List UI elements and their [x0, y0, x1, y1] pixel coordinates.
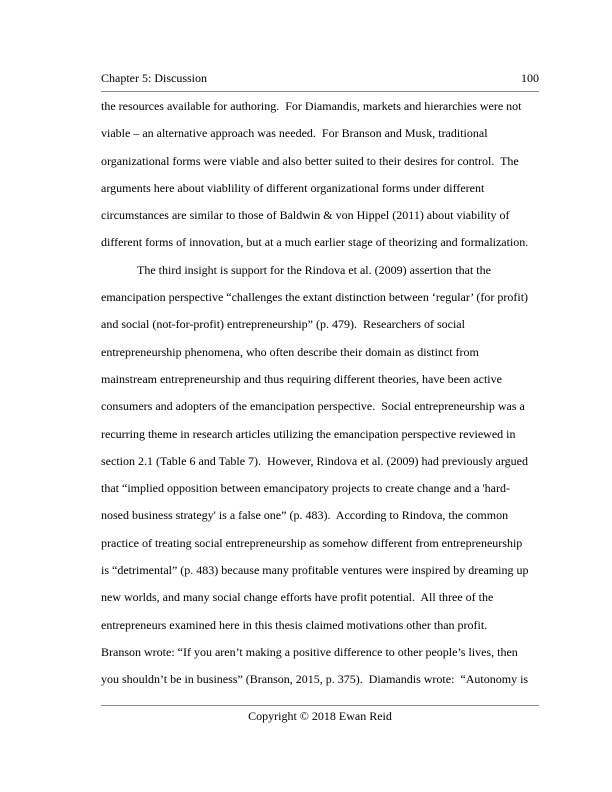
text-line: and social (not-for-profit) entrepreneurship” (p. 479). Researchers of social [101, 317, 465, 332]
text-line: consumers and adopters of the emancipation perspective. Social entrepreneurship was a [101, 399, 525, 414]
text-line-paragraph-start: The third insight is support for the Rindova et al. (2009) assertion that the [137, 262, 491, 277]
page-number: 100 [521, 71, 539, 85]
text-line: practice of treating social entrepreneurship as somehow different from entrepreneurship [101, 535, 523, 550]
text-line: emancipation perspective “challenges the extant distinction between ‘regular’ (for profit) [101, 290, 529, 305]
text-line: Branson wrote: “If you aren’t making a positive difference to other people’s lives, then [101, 644, 518, 659]
footer-rule [101, 705, 539, 706]
text-line: mainstream entrepreneurship and thus requiring different theories, have been active [101, 371, 502, 386]
text-line: recurring theme in research articles utilizing the emancipation perspective reviewed in [101, 426, 516, 441]
text-line: arguments here about viablility of different organizational forms under different [101, 180, 485, 195]
text-line: section 2.1 (Table 6 and Table 7). However, Rindova et al. (2009) had previously argued [101, 453, 528, 468]
text-line: viable – an alternative approach was needed. For Branson and Musk, traditional [101, 126, 488, 141]
header-chapter-title: Chapter 5: Discussion [101, 71, 207, 85]
text-line: you shouldn’t be in business” (Branson, 2015, p. 375). Diamandis wrote: “Autonomy is [101, 672, 529, 687]
copyright-text: Copyright © 2018 Ewan Reid [248, 709, 392, 723]
text-line: is “detrimental” (p. 483) because many profitable ventures were inspired by dreaming up [101, 563, 529, 578]
body-text [101, 93, 541, 694]
header-rule [101, 91, 539, 92]
text-line: new worlds, and many social change efforts have profit potential. All three of the [101, 590, 494, 605]
page-footer [101, 709, 539, 724]
page-header [101, 71, 539, 86]
text-line: nosed business strategy' is a false one” (p. 483). According to Rindova, the common [101, 508, 509, 523]
text-line: different forms of innovation, but at a much earlier stage of theorizing and formalization. [101, 235, 529, 250]
text-line: the resources available for authoring. For Diamandis, markets and hierarchies were not [101, 99, 522, 113]
text-line: circumstances are similar to those of Baldwin & von Hippel (2011) about viability of [101, 208, 510, 223]
text-line: that “implied opposition between emancipatory projects to create change and a 'hard- [101, 481, 511, 496]
text-line: organizational forms were viable and also better suited to their desires for control. The [101, 153, 519, 168]
text-line: entrepreneurs examined here in this thesis claimed motivations other than profit. [101, 617, 488, 632]
text-line: entrepreneurship phenomena, who often describe their domain as distinct from [101, 344, 479, 359]
